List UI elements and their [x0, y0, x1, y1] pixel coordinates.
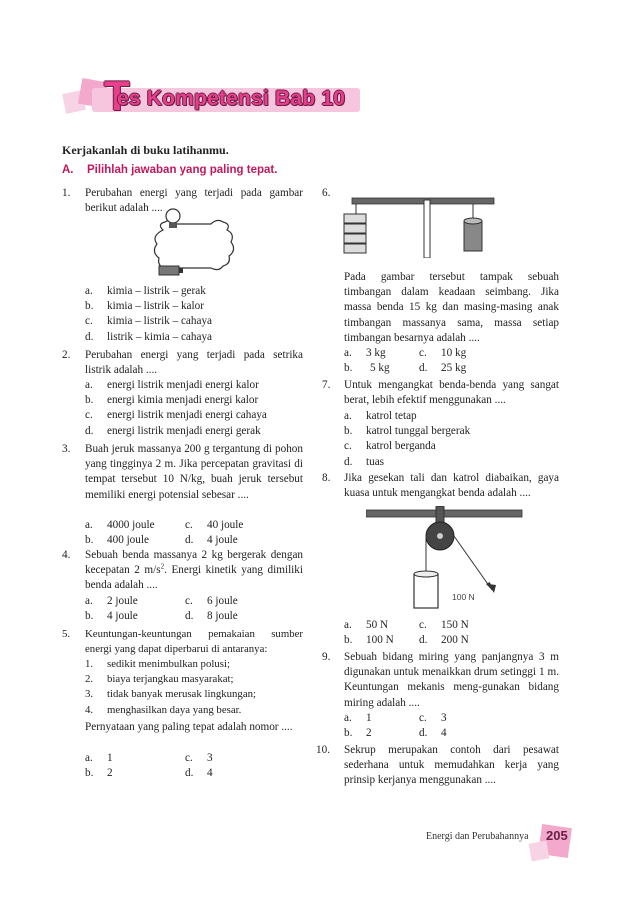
section-letter: A. — [62, 164, 74, 176]
option-d[interactable]: d. 25 kg — [419, 362, 467, 375]
option-d[interactable]: d. tuas — [344, 455, 385, 468]
question-number: 1. — [62, 187, 71, 199]
option-b[interactable]: b. 100 N — [344, 634, 394, 647]
option-a[interactable]: a. 4000 joule — [85, 519, 155, 531]
question-6-number: 6. — [322, 187, 331, 199]
list-item: 2. biaya terjangkau masyarakat; — [85, 673, 234, 686]
option-c[interactable]: c. 3 — [185, 752, 213, 764]
section-title: Pilihlah jawaban yang paling tepat. — [87, 164, 278, 176]
option-a[interactable]: a. 50 N — [344, 619, 389, 631]
option-b[interactable]: b. energi kimia menjadi energi kalor — [85, 394, 259, 407]
option-c[interactable]: c. 3 — [419, 712, 447, 724]
list-item: 1. sedikit menimbulkan polusi; — [85, 658, 230, 670]
option-b[interactable]: b. kimia – listrik – kalor — [85, 300, 204, 313]
option-a[interactable]: a. 1 — [85, 752, 113, 764]
page-title: es Kompetensi Bab 10 — [117, 87, 346, 110]
option-a[interactable]: a. 3 kg — [344, 347, 386, 359]
option-a[interactable]: a. 2 joule — [85, 595, 138, 607]
option-a[interactable]: a. energi listrik menjadi energi kalor — [85, 379, 259, 391]
list-item: 4. menghasilkan daya yang besar. — [85, 703, 242, 716]
option-c[interactable]: c. 150 N — [419, 619, 469, 631]
question-text: Jika gesekan tali dan katrol diabaikan, gaya kuasa untuk mengangkat benda adalah .... — [344, 472, 559, 500]
option-c[interactable]: c. energi listrik menjadi energi cahaya — [85, 409, 267, 422]
option-d[interactable]: d. energi listrik menjadi energi gerak — [85, 424, 261, 437]
force-label: 100 N — [452, 592, 475, 602]
question-text: Untuk mengangkat benda-benda yang sangat berat, lebih efektif menggunakan .... — [344, 379, 559, 407]
option-b[interactable]: b. 2 — [85, 767, 113, 780]
bulb-battery-circuit-figure — [135, 208, 255, 282]
balance-scale-figure — [338, 196, 496, 258]
option-d[interactable]: d. 4 joule — [185, 534, 238, 547]
question-text: Sekrup merupakan contoh dari pesawat sederhana untuk memudahkan kerja yang prinsip kerjanya menggunakan .... — [344, 744, 559, 787]
pulley-figure — [366, 506, 526, 614]
question-6-text: Pada gambar tersebut tampak sebuah timbangan dalam keadaan seimbang. Jika massa benda 15 kg dan masing-masing anak timbangan massanya sama, massa setiap timbangan besarnya adalah .... — [344, 271, 559, 344]
option-c[interactable]: c. 40 joule — [185, 519, 244, 531]
option-a[interactable]: a. 1 — [344, 712, 372, 724]
option-b[interactable]: b. 400 joule — [85, 534, 149, 547]
question-text: Perubahan energi yang terjadi pada gambar berikut adalah .... — [85, 187, 303, 215]
option-d[interactable]: d. 8 joule — [185, 610, 238, 623]
option-d[interactable]: d. 4 — [185, 767, 213, 780]
option-b[interactable]: b. katrol tunggal bergerak — [344, 425, 471, 438]
option-c[interactable]: c. katrol berganda — [344, 440, 436, 453]
footer-deco-square-2 — [529, 841, 550, 862]
question-text: Keuntungan-keuntungan pemakaian sumber energi yang dapat diperbarui di antaranya: — [85, 628, 303, 656]
question-text: Perubahan energi yang terjadi pada setrika listrik adalah .... — [85, 349, 303, 377]
option-c[interactable]: c. 10 kg — [419, 347, 467, 359]
option-d[interactable]: d. 4 — [419, 727, 447, 740]
footer-chapter: Energi dan Perubahannya — [426, 831, 529, 842]
page-number: 205 — [546, 828, 568, 843]
option-c[interactable]: c. 6 joule — [185, 595, 238, 607]
option-b[interactable]: b. 5 kg — [344, 362, 390, 375]
header-big-letter: T — [104, 72, 130, 119]
option-a[interactable]: a. kimia – listrik – gerak — [85, 285, 206, 297]
q5-statement: Pernyataan yang paling tepat adalah nomor .... — [85, 721, 293, 733]
option-b[interactable]: b. 4 joule — [85, 610, 138, 623]
option-a[interactable]: a. katrol tetap — [344, 410, 417, 422]
question-text: Sebuah benda massanya 2 kg bergerak dengan kecepatan 2 $m/s^2$. Energi kinetik yang dimiliki benda adalah .... — [85, 549, 303, 592]
list-item: 3. tidak banyak merusak lingkungan; — [85, 688, 257, 701]
question-text: Buah jeruk massanya 200 g tergantung di pohon yang tingginya 2 m. Jika percepatan gravitasi di tempat tersebut 10 N/kg, buah jeruk tersebut memiliki energi potensial sebesar .... — [85, 443, 303, 501]
question-text: Sebuah bidang miring yang panjangnya 3 m digunakan untuk menaikkan drum setinggi 1 m. Keuntungan mekanis meng-gunakan bidang miring adalah .... — [344, 651, 559, 709]
option-c[interactable]: c. kimia – listrik – cahaya — [85, 315, 213, 328]
option-b[interactable]: b. 2 — [344, 727, 372, 740]
instruction: Kerjakanlah di buku latihanmu. — [62, 143, 229, 157]
option-d[interactable]: d. 200 N — [419, 634, 469, 647]
option-d[interactable]: d. listrik – kimia – cahaya — [85, 330, 213, 343]
